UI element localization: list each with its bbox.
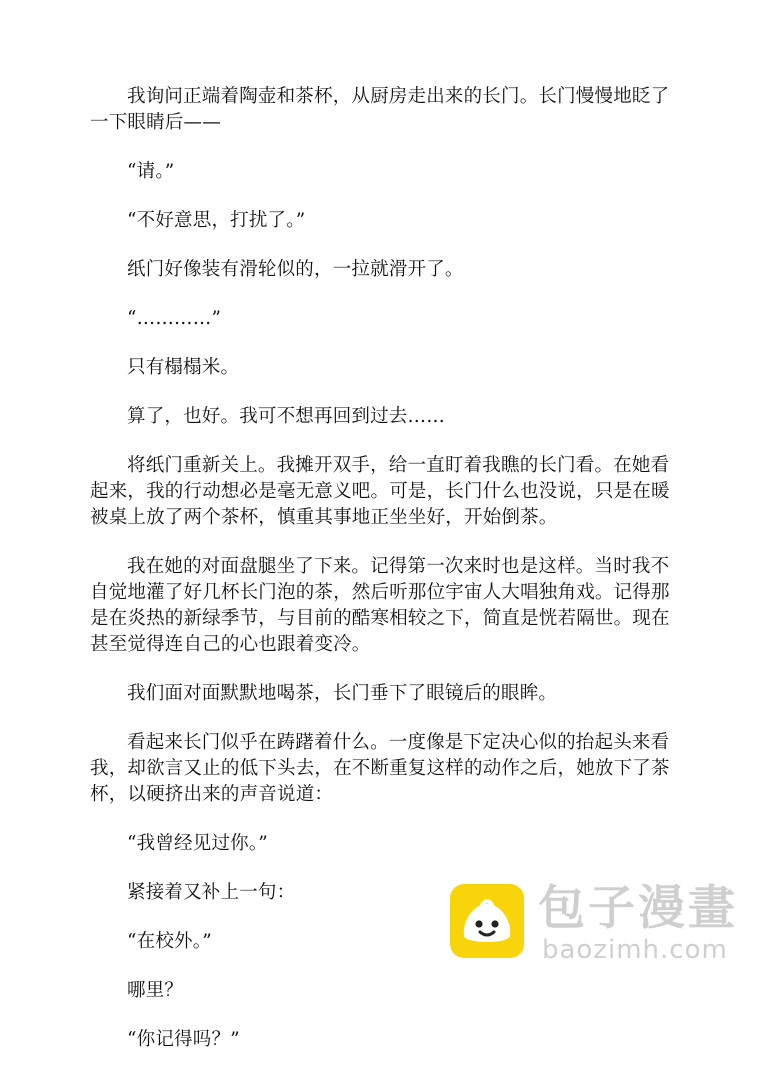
paragraph: 哪里？ bbox=[127, 980, 184, 1001]
paragraph: “在校外。” bbox=[127, 931, 212, 952]
paragraph: “你记得吗？” bbox=[127, 1029, 240, 1050]
bun-face-icon bbox=[458, 896, 516, 948]
paragraph: 只有榻榻米。 bbox=[127, 357, 240, 378]
paragraph: 看起来长门似乎在踌躇着什么。一度像是下定决心似的抬起头来看我，却欲言又止的低下头去，在不断重复这样的动作之后，她放下了茶杯，以硬挤出来的声音说道： bbox=[90, 732, 670, 805]
paragraph: “我曾经见过你。” bbox=[127, 833, 268, 854]
paragraph: 算了，也好。我可不想再回到过去…… bbox=[127, 406, 445, 427]
baozi-logo-icon bbox=[450, 884, 524, 958]
watermark-site: baozimh.com bbox=[542, 935, 728, 965]
paragraph: “…………” bbox=[127, 308, 222, 329]
watermark bbox=[450, 881, 750, 965]
paragraph: “不好意思，打扰了。” bbox=[127, 210, 306, 231]
paragraph: 纸门好像装有滑轮似的，一拉就滑开了。 bbox=[127, 259, 464, 280]
paragraph: 紧接着又补上一句： bbox=[127, 882, 296, 903]
paragraph: “请。” bbox=[127, 161, 175, 182]
paragraph: 将纸门重新关上。我摊开双手，给一直盯着我瞧的长门看。在她看起来，我的行动想必是毫无意义吧。可是，长门什么也没说，只是在暖被桌上放了两个茶杯，慎重其事地正坐坐好，开始倒茶。 bbox=[90, 455, 670, 528]
paragraph: 我在她的对面盘腿坐了下来。记得第一次来时也是这样。当时我不自觉地灌了好几杯长门泡的茶，然后听那位宇宙人大唱独角戏。记得那是在炎热的新绿季节，与目前的酷寒相较之下，简直是恍若隔世。现在甚至觉得连自己的心也跟着变冷。 bbox=[90, 556, 670, 655]
paragraph: 我询问正端着陶壶和茶杯，从厨房走出来的长门。长门慢慢地眨了一下眼睛后—— bbox=[90, 86, 670, 133]
watermark-title: 包子漫畫 bbox=[538, 881, 738, 936]
paragraph: 我们面对面默默地喝茶，长门垂下了眼镜后的眼眸。 bbox=[127, 683, 558, 704]
